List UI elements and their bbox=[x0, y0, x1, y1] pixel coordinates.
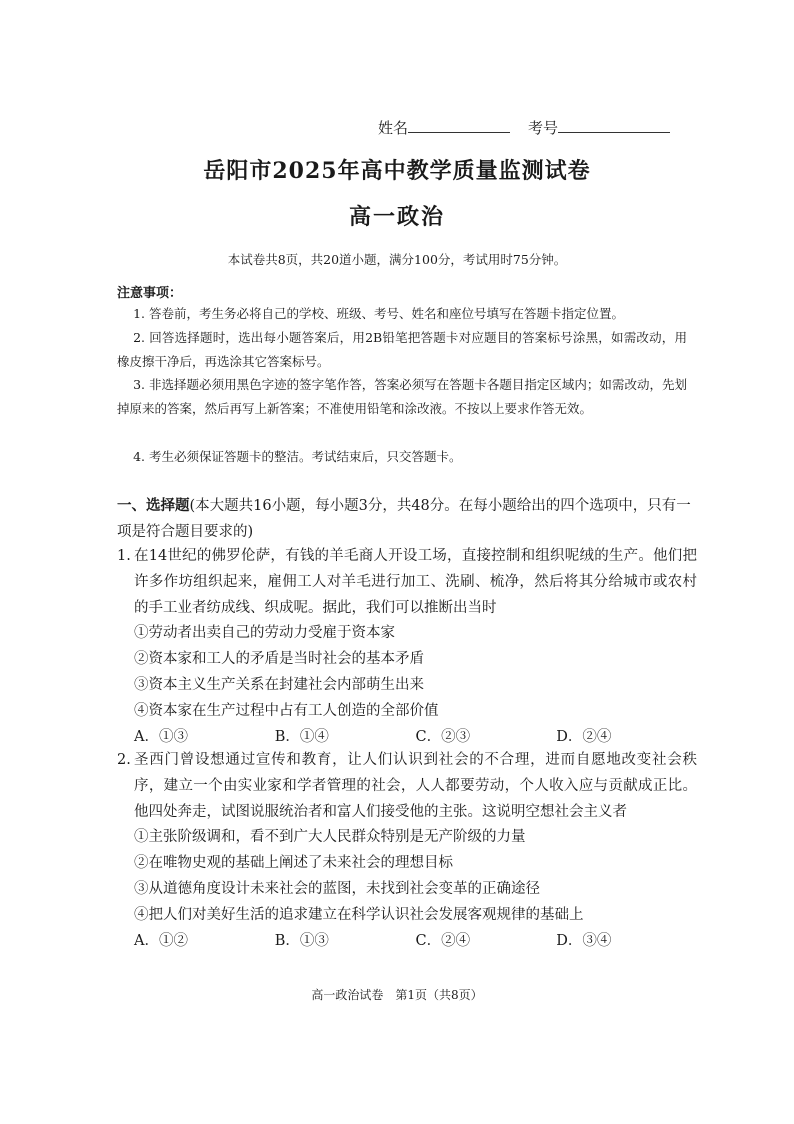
question-option: ②资本家和工人的矛盾是当时社会的基本矛盾 bbox=[134, 651, 424, 668]
exam-id-blank bbox=[558, 118, 670, 133]
note-item: 1. 答卷前，考生务必将自己的学校、班级、考号、姓名和座位号填写在答题卡指定位置。 bbox=[133, 306, 625, 321]
name-blank bbox=[408, 118, 510, 133]
notes-heading: 注意事项： bbox=[117, 286, 183, 301]
question-1 bbox=[117, 544, 697, 750]
exam-id-label: 考号 bbox=[528, 119, 559, 137]
question-option: ②在唯物史观的基础上阐述了未来社会的理想目标 bbox=[134, 855, 453, 872]
exam-info: 本试卷共8页，共20道小题，满分100分，考试用时75分钟。 bbox=[227, 252, 567, 267]
choice-d: D．③④ bbox=[556, 932, 612, 949]
question-number: 1. bbox=[117, 548, 131, 564]
section-desc: (本大题共16小题，每小题3分，共48分。在每小题给出的四个选项中，只有一项是符合题目要求的) bbox=[117, 498, 691, 540]
note-item: 2. 回答选择题时，选出每小题答案后，用2B铅笔把答题卡对应题目的答案标号涂黑，如需改动，用橡皮擦干净后，再选涂其它答案标号。 bbox=[117, 330, 687, 369]
question-option: ④资本家在生产过程中占有工人创造的全部价值 bbox=[134, 702, 439, 719]
page-footer: 高一政治试卷 第1页（共8页） bbox=[311, 988, 483, 1002]
choice-d: D．②④ bbox=[556, 728, 612, 745]
choice-c: C．②④ bbox=[415, 932, 471, 949]
question-option: ③资本主义生产关系在封建社会内部萌生出来 bbox=[134, 676, 424, 693]
choice-b: B．①④ bbox=[274, 728, 329, 745]
choice-b: B．①③ bbox=[274, 932, 329, 949]
question-option: ③从道德角度设计未来社会的蓝图，未找到社会变革的正确途径 bbox=[134, 880, 540, 897]
question-option: ①劳动者出卖自己的劳动力受雇于资本家 bbox=[134, 625, 395, 642]
question-option: ①主张阶级调和，看不到广大人民群众特别是无产阶级的力量 bbox=[134, 829, 526, 846]
choice-a: A．①② bbox=[134, 932, 188, 949]
choice-c: C．②③ bbox=[415, 728, 471, 745]
question-stem: 圣西门曾设想通过宣传和教育，让人们认识到社会的不合理，进而自愿地改变社会秩序，建立一个由实业家和学者管理的社会，人人都要劳动，个人收入应与贡献成正比。他四处奔走，试图说服统治者和富人们接受他的主张。这说明空想社会主义者 bbox=[134, 752, 697, 820]
note-item: 4. 考生必须保证答题卡的整洁。考试结束后，只交答题卡。 bbox=[133, 449, 462, 464]
exam-subject: 高一政治 bbox=[348, 204, 445, 230]
question-option: ④把人们对美好生活的追求建立在科学认识社会发展客观规律的基础上 bbox=[134, 906, 584, 923]
candidate-fields bbox=[378, 117, 670, 138]
choice-a: A．①③ bbox=[134, 728, 188, 745]
answer-choices bbox=[134, 929, 697, 955]
section-title: 一、选择题 bbox=[117, 497, 190, 514]
exam-title: 岳阳市2025年高中教学质量监测试卷 bbox=[203, 158, 591, 184]
section-heading bbox=[117, 493, 691, 545]
answer-choices bbox=[134, 725, 697, 751]
name-label: 姓名 bbox=[378, 119, 409, 137]
question-stem: 在14世纪的佛罗伦萨，有钱的羊毛商人开设工场，直接控制和组织呢绒的生产。他们把许多作坊组织起来，雇佣工人对羊毛进行加工、洗刷、梳净，然后将其分给城市或农村的手工业者纺成线、织成呢。据此，我们可以推断出当时 bbox=[134, 548, 697, 616]
question-2 bbox=[117, 748, 697, 954]
question-number: 2. bbox=[117, 752, 131, 768]
note-item: 3. 非选择题必须用黑色字迹的签字笔作答，答案必须写在答题卡各题目指定区域内；如需改动，先划掉原来的答案，然后再写上新答案；不准使用铅笔和涂改液。不按以上要求作答无效。 bbox=[117, 377, 687, 416]
